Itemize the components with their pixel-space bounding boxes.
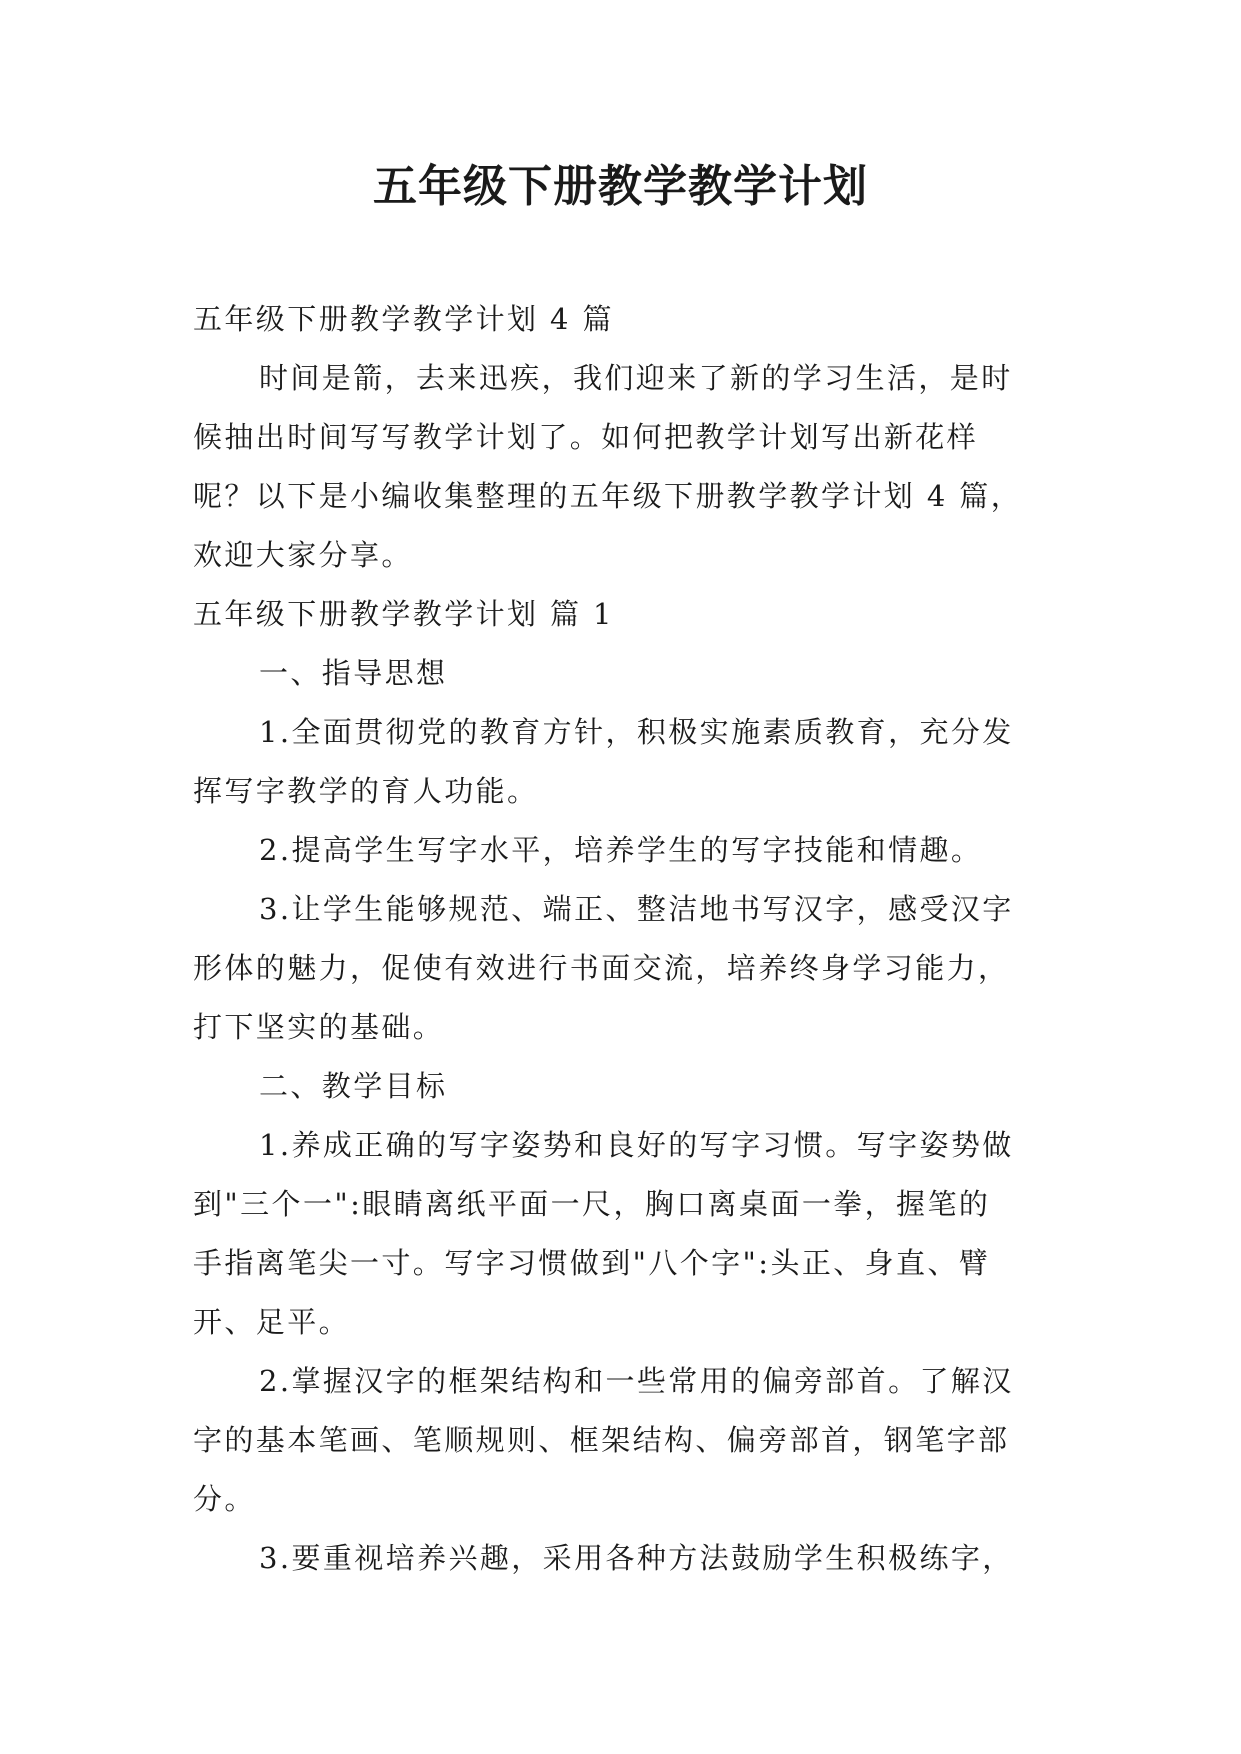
- text-line: 字的基本笔画、笔顺规则、框架结构、偏旁部首，钢笔字部: [193, 1423, 1010, 1457]
- text-line: 3.要重视培养兴趣，采用各种方法鼓励学生积极练字，: [259, 1541, 1014, 1575]
- text-line: 开、足平。: [193, 1305, 351, 1339]
- text-line: 打下坚实的基础。: [193, 1010, 445, 1044]
- text-line: 2.提高学生写字水平，培养学生的写字技能和情趣。: [259, 833, 983, 867]
- text-line: 1.养成正确的写字姿势和良好的写字习惯。写字姿势做: [259, 1128, 1014, 1162]
- text-line: 到"三个一":眼睛离纸平面一尺，胸口离桌面一拳，握笔的: [193, 1187, 991, 1221]
- text-line: 呢？以下是小编收集整理的五年级下册教学教学计划 4 篇，: [193, 479, 1023, 513]
- text-line: 候抽出时间写写教学计划了。如何把教学计划写出新花样: [193, 420, 979, 454]
- text-line: 2.掌握汉字的框架结构和一些常用的偏旁部首。了解汉: [259, 1364, 1014, 1398]
- document-body: [193, 290, 1073, 1588]
- text-line: 一、指导思想: [259, 656, 448, 690]
- text-line: 形体的魅力，促使有效进行书面交流，培养终身学习能力，: [193, 951, 1010, 985]
- text-line: 挥写字教学的育人功能。: [193, 774, 539, 808]
- text-line: 欢迎大家分享。: [193, 538, 413, 572]
- text-line: 时间是箭，去来迅疾，我们迎来了新的学习生活，是时: [259, 361, 1013, 395]
- text-line: 五年级下册教学教学计划 4 篇: [193, 302, 614, 336]
- text-line: 二、教学目标: [259, 1069, 448, 1103]
- text-line: 3.让学生能够规范、端正、整洁地书写汉字，感受汉字: [259, 892, 1014, 926]
- text-line: 分。: [193, 1482, 256, 1516]
- text-line: 五年级下册教学教学计划 篇 1: [193, 597, 614, 631]
- document-title: 五年级下册教学教学计划: [373, 161, 868, 212]
- text-line: 手指离笔尖一寸。写字习惯做到"八个字":头正、身直、臂: [193, 1246, 991, 1280]
- text-line: 1.全面贯彻党的教育方针，积极实施素质教育，充分发: [259, 715, 1014, 749]
